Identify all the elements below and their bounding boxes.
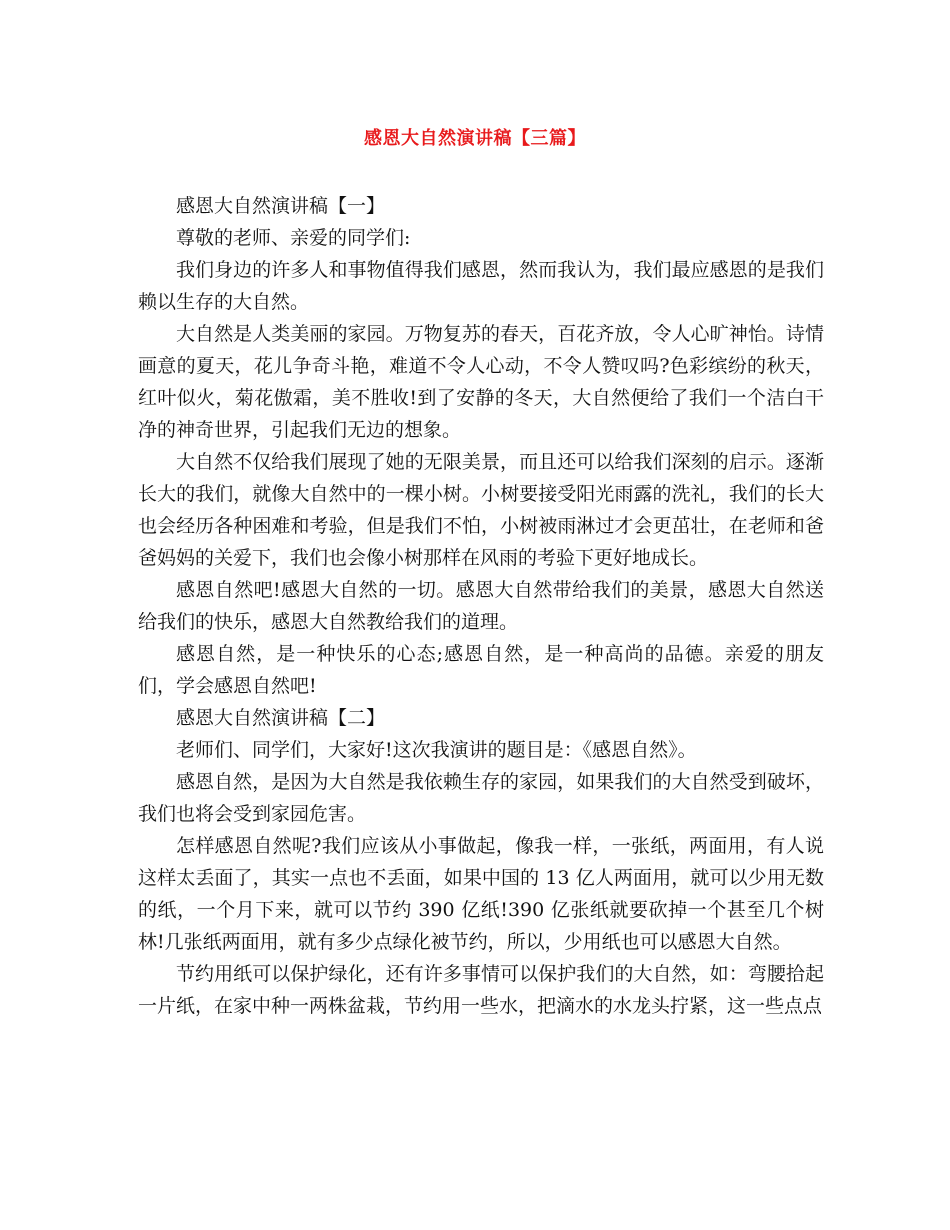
document-title: 感恩大自然演讲稿【三篇】 — [364, 128, 586, 149]
paragraph: 大自然不仅给我们展现了她的无限美景，而且还可以给我们深刻的启示。逐渐长大的我们，就像大自然中的一棵小树。小树要接受阳光雨露的洗礼，我们的长大也会经历各种困难和考验，但是我们不怕，小树被雨淋过才会更茁壮，在老师和爸爸妈妈的关爱下，我们也会像小树那样在风雨的考验下更好地成长。 — [138, 451, 824, 569]
paragraph: 我们身边的许多人和事物值得我们感恩，然而我认为，我们最应感恩的是我们赖以生存的大自然。 — [138, 259, 824, 313]
paragraph: 大自然是人类美丽的家园。万物复苏的春天，百花齐放，令人心旷神怡。诗情画意的夏天，花儿争奇斗艳，难道不令人心动，不令人赞叹吗?色彩缤纷的秋天，红叶似火，菊花傲霜，美不胜收!到了安静的冬天，大自然便给了我们一个洁白干净的神奇世界，引起我们无边的想象。 — [138, 323, 824, 441]
paragraph: 感恩自然，是因为大自然是我依赖生存的家园，如果我们的大自然受到破坏，我们也将会受到家园危害。 — [138, 771, 824, 825]
section-heading-1: 感恩大自然演讲稿【一】 — [176, 195, 386, 217]
paragraph: 怎样感恩自然呢?我们应该从小事做起，像我一样，一张纸，两面用，有人说这样太丢面了，其实一点也不丢面，如果中国的 13 亿人两面用，就可以少用无数的纸，一个月下来，就可以节约 390 亿纸!390 亿张纸就要砍掉一个甚至几个树林!几张纸两面用，就有多少点绿化被节约，所以，少用纸也可以感恩大自然。 — [138, 835, 824, 953]
paragraph: 感恩自然吧!感恩大自然的一切。感恩大自然带给我们的美景，感恩大自然送给我们的快乐，感恩大自然教给我们的道理。 — [138, 579, 824, 633]
paragraph: 节约用纸可以保护绿化，还有许多事情可以保护我们的大自然，如：弯腰拾起一片纸，在家中种一两株盆栽，节约用一些水，把滴水的水龙头拧紧，这一些点点 — [138, 963, 824, 1017]
paragraph: 感恩自然，是一种快乐的心态;感恩自然，是一种高尚的品德。亲爱的朋友们，学会感恩自然吧! — [138, 643, 824, 697]
salutation: 尊敬的老师、亲爱的同学们: — [176, 227, 411, 249]
section-heading-2: 感恩大自然演讲稿【二】 — [176, 707, 386, 729]
document-body — [138, 190, 824, 1022]
greeting: 老师们、同学们，大家好!这次我演讲的题目是：《感恩自然》。 — [176, 739, 697, 761]
